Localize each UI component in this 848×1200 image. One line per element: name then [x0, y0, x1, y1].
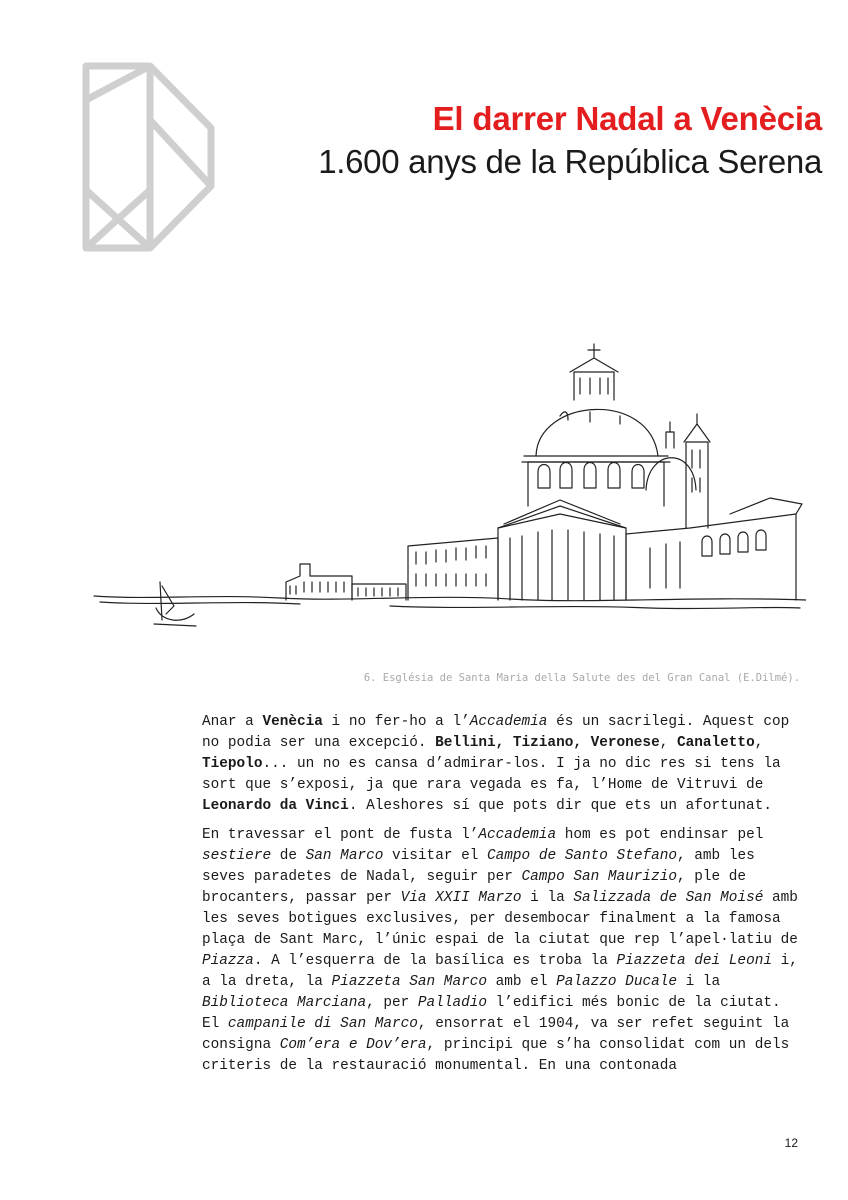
italic-text: Piazzeta dei Leoni	[616, 953, 772, 969]
text-span: i la	[677, 974, 721, 990]
text-span: Anar a	[202, 714, 263, 730]
text-span: l’edifici més bonic de la ciutat. El	[202, 995, 781, 1032]
text-span: i no fer-ho a l’	[322, 714, 470, 730]
text-span: amb les seves botigues exclusives, per desembocar finalment a la famosa plaça de Sant Marc, l’únic espai de la ciutat que rep l’apel·latiu de	[202, 890, 798, 948]
church-sketch-illustration	[90, 338, 806, 638]
text-span: , per	[366, 995, 418, 1011]
italic-text: Piazzeta San Marco	[331, 974, 487, 990]
bold-text: Tiepolo	[202, 756, 263, 772]
italic-text: campanile di San Marco	[227, 1016, 418, 1032]
text-span: , principi que s’ha consolidat com un dels criteris de la restauració monumental. En una contonada	[202, 1037, 790, 1074]
bold-text: Bellini, Tiziano, Veronese	[435, 735, 660, 751]
text-span: ,	[754, 735, 764, 751]
text-span: amb el	[487, 974, 557, 990]
italic-text: Palazzo Ducale	[556, 974, 677, 990]
text-span: En travessar el pont de fusta l’	[202, 827, 479, 843]
article-body	[202, 712, 802, 1085]
figure-caption: 6. Església de Santa Maria della Salute des del Gran Canal (E.Dilmé).	[363, 672, 800, 684]
italic-text: Palladio	[417, 995, 488, 1011]
text-span: ... un no es cansa d’admirar-los. I ja no dic res si tens la sort que s’exposi, ja que rara vegada es fa, l’Home de Vitruvi de	[202, 756, 781, 793]
bold-text: Leonardo da Vinci	[202, 798, 349, 814]
page-title: El darrer Nadal a Venècia	[432, 100, 822, 137]
page-number: 12	[784, 1136, 798, 1150]
text-span: ,	[659, 735, 677, 751]
paragraph	[202, 712, 802, 817]
text-span: i, a la dreta, la	[202, 953, 798, 990]
italic-text: Com’era e Dov’era	[279, 1037, 427, 1053]
italic-text: Campo de Santo Stefano	[487, 848, 678, 864]
text-span: , amb les seves paradetes de Nadal, seguir per	[202, 848, 755, 885]
page-subtitle: 1.600 anys de la República Serena	[318, 143, 822, 180]
text-span: . Aleshores sí que pots dir que ets un afortunat.	[348, 798, 772, 814]
italic-text: Campo San Maurizio	[521, 869, 677, 885]
logo-icon	[80, 60, 215, 252]
text-span: i la	[521, 890, 574, 906]
bold-text: Venècia	[262, 714, 323, 730]
italic-text: Piazza	[202, 953, 254, 969]
italic-text: sestiere	[202, 848, 272, 864]
italic-text: Accademia	[478, 827, 557, 843]
text-span: . A l’esquerra de la basílica es troba la	[253, 953, 617, 969]
italic-text: Accademia	[469, 714, 548, 730]
italic-text: Biblioteca Marciana	[202, 995, 367, 1011]
text-span: , ensorrat el 1904, va ser refet seguint la consigna	[202, 1016, 790, 1053]
text-span: , ple de brocanters, passar per	[202, 869, 747, 906]
text-span: hom es pot endinsar pel	[556, 827, 764, 843]
text-span: de	[271, 848, 306, 864]
italic-text: San Marco	[305, 848, 384, 864]
text-span: visitar el	[383, 848, 488, 864]
italic-text: Salizzada de San Moisé	[573, 890, 764, 906]
text-span: és un sacrilegi. Aquest cop no podia ser una excepció.	[202, 714, 790, 751]
bold-text: Canaletto	[676, 735, 755, 751]
paragraph	[202, 825, 802, 1077]
italic-text: Via XXII Marzo	[400, 890, 522, 906]
